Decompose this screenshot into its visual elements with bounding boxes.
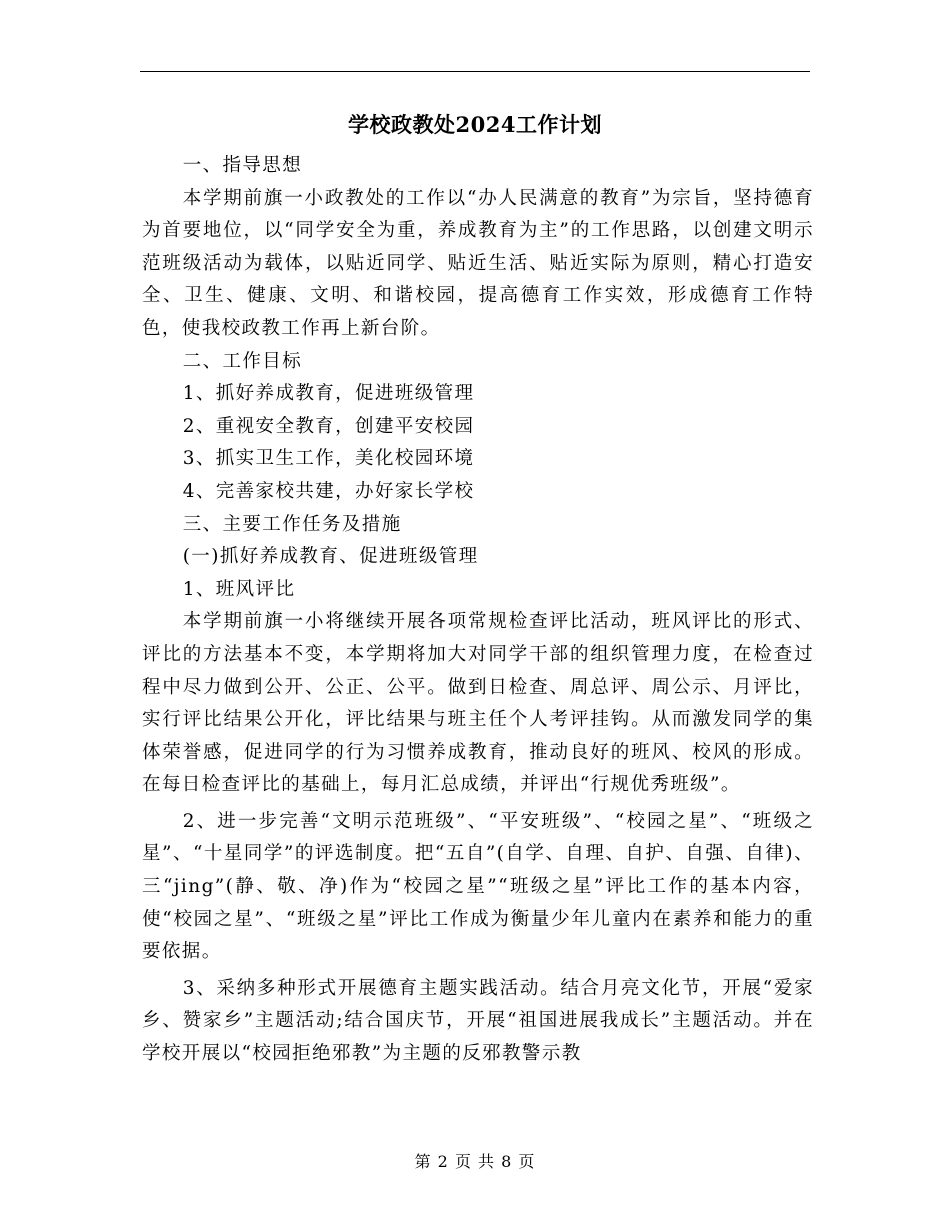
item-heading-class-evaluation: 1、班风评比 — [182, 578, 296, 600]
page-footer: 第 2 页 共 8 页 — [414, 1152, 536, 1171]
goal-item-2: 2、重视安全教育，创建平安校园 — [182, 415, 475, 437]
goal-item-3: 3、抓实卫生工作，美化校园环境 — [182, 448, 475, 470]
section-heading-guiding-ideology: 一、指导思想 — [182, 155, 303, 176]
paragraph-moral-practice-activities: 3、采纳多种形式开展德育主题实践活动。结合月亮文化节，开展“爱家乡、赞家乡”主题活动;结合国庆节，开展“祖国进展我成长”主题活动。并在学校开展以“校园拒绝邪教”为主题的反邪教警示教 — [142, 977, 814, 1065]
document-body — [142, 150, 814, 1071]
subsection-heading-habit-education: (一)抓好养成教育、促进班级管理 — [182, 546, 479, 568]
section-heading-main-tasks: 三、主要工作任务及措施 — [182, 513, 402, 535]
paragraph-guiding-ideology: 本学期前旗一小政教处的工作以“办人民满意的教育”为宗旨，坚持德育为首要地位，以“同学安全为重，养成教育为主”的工作思路，以创建文明示范班级活动为载体，以贴近同学、贴近生活、贴近实际为原则，精心打造安全、卫生、健康、文明、和谐校园，提高德育工作实效，形成德育工作特色，使我校政教工作再上新台阶。 — [142, 187, 814, 339]
goal-item-4: 4、完善家校共建，办好家长学校 — [182, 480, 475, 502]
goal-item-1: 1、抓好养成教育，促进班级管理 — [182, 383, 475, 405]
header-rule — [140, 71, 810, 72]
paragraph-model-class-selection: 2、进一步完善“文明示范班级”、“平安班级”、“校园之星”、“班级之星”、“十星同学”的评选制度。把“五自”(自学、自理、自护、自强、自律)、三“jing”(静、敬、净)作为“校园之星”“班级之星”评比工作的基本内容，使“校园之星”、“班级之星”评比工作成为衡量少年儿童内在素养和能力的重要依据。 — [142, 810, 814, 963]
section-heading-work-goals: 二、工作目标 — [182, 350, 303, 372]
document-title: 学校政教处2024工作计划 — [348, 112, 602, 137]
paragraph-class-evaluation: 本学期前旗一小将继续开展各项常规检查评比活动，班风评比的形式、评比的方法基本不变，本学期将加大对同学干部的组织管理力度，在检查过程中尽力做到公开、公正、公平。做到日检查、周总评、周公示、月评比，实行评比结果公开化，评比结果与班主任个人考评挂钩。从而激发同学的集体荣誉感，促进同学的行为习惯养成教育，推动良好的班风、校风的形成。在每日检查评比的基础上，每月汇总成绩，并评出“行规优秀班级”。 — [142, 611, 814, 796]
